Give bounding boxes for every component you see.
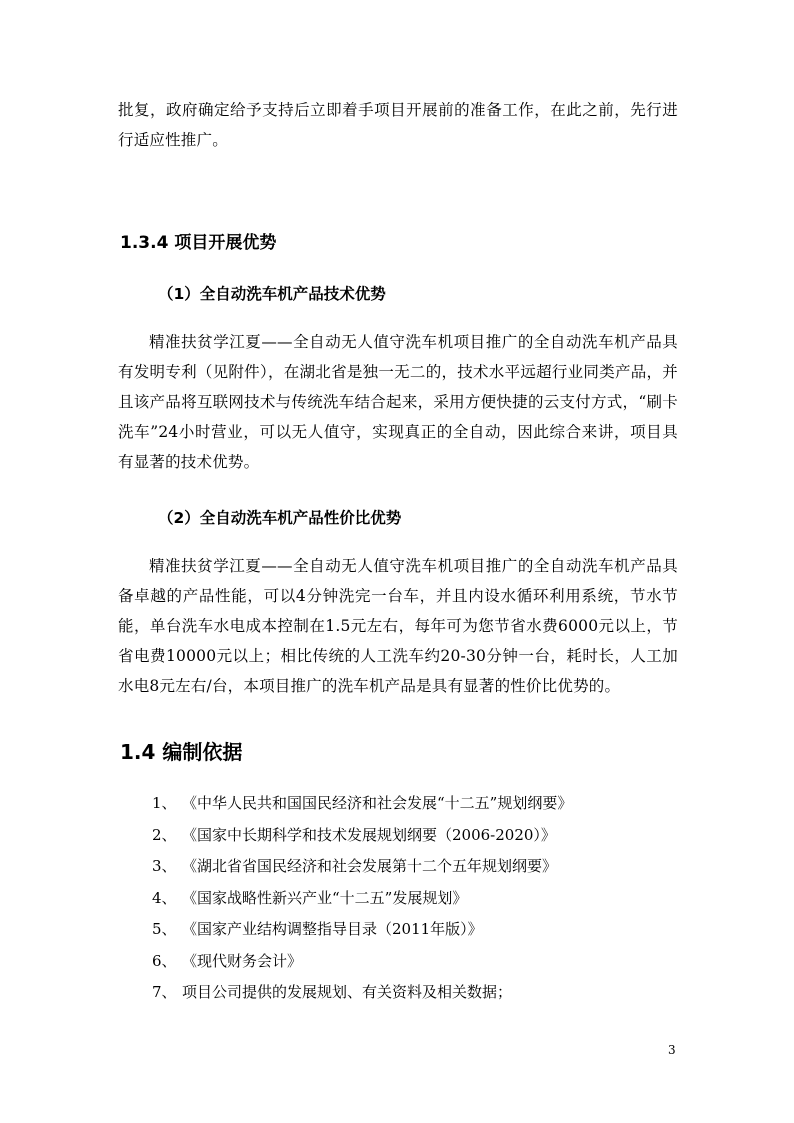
list-item: 5、 《国家产业结构调整指导目录（2011年版）》: [152, 920, 483, 938]
subsection-heading-value-advantage: （2）全自动洗车机产品性价比优势: [158, 509, 402, 527]
list-item: 4、 《国家战略性新兴产业“十二五”发展规划》: [152, 888, 468, 907]
page-number: 3: [668, 1043, 676, 1057]
basis-list: [152, 788, 692, 1009]
list-item: 2、 《国家中长期科学和技术发展规划纲要（2006-2020）》: [152, 825, 556, 844]
list-item: 1、 《中华人民共和国国民经济和社会发展“十二五”规划纲要》: [152, 794, 573, 812]
subsection-heading-tech-advantage: （1）全自动洗车机产品技术优势: [158, 285, 386, 303]
section-heading-1-4: 1.4 编制依据: [120, 740, 243, 764]
list-item: 7、 项目公司提供的发展规划、有关资料及相关数据；: [152, 983, 513, 1001]
value-advantage-paragraph: 精准扶贫学江夏——全自动无人值守洗车机项目推广的全自动洗车机产品具备卓越的产品性能，可以4分钟洗完一台车，并且内设水循环利用系统，节水节能，单台洗车水电成本控制在1.5元左右，每年可为您节省水费6000元以上，节省电费10000元以上；相比传统的人工洗车约20-30分钟一台，耗时长，人工加水电8元左右/台，本项目推广的洗车机产品是具有显著的性价比优势的。: [118, 557, 678, 695]
section-heading-1-3-4: 1.3.4 项目开展优势: [120, 233, 277, 253]
list-item: 3、 《湖北省省国民经济和社会发展第十二个五年规划纲要》: [152, 857, 558, 875]
tech-advantage-paragraph: 精准扶贫学江夏——全自动无人值守洗车机项目推广的全自动洗车机产品具有发明专利（见附件），在湖北省是独一无二的，技术水平远超行业同类产品，并且该产品将互联网技术与传统洗车结合起来，采用方便快捷的云支付方式，“刷卡洗车”24小时营业，可以无人值守，实现真正的全自动，因此综合来讲，项目具有显著的技术优势。: [118, 333, 678, 471]
intro-paragraph: 批复，政府确定给予支持后立即着手项目开展前的准备工作，在此之前，先行进行适应性推广。: [118, 101, 678, 149]
list-item: 6、 《现代财务会计》: [152, 951, 303, 970]
